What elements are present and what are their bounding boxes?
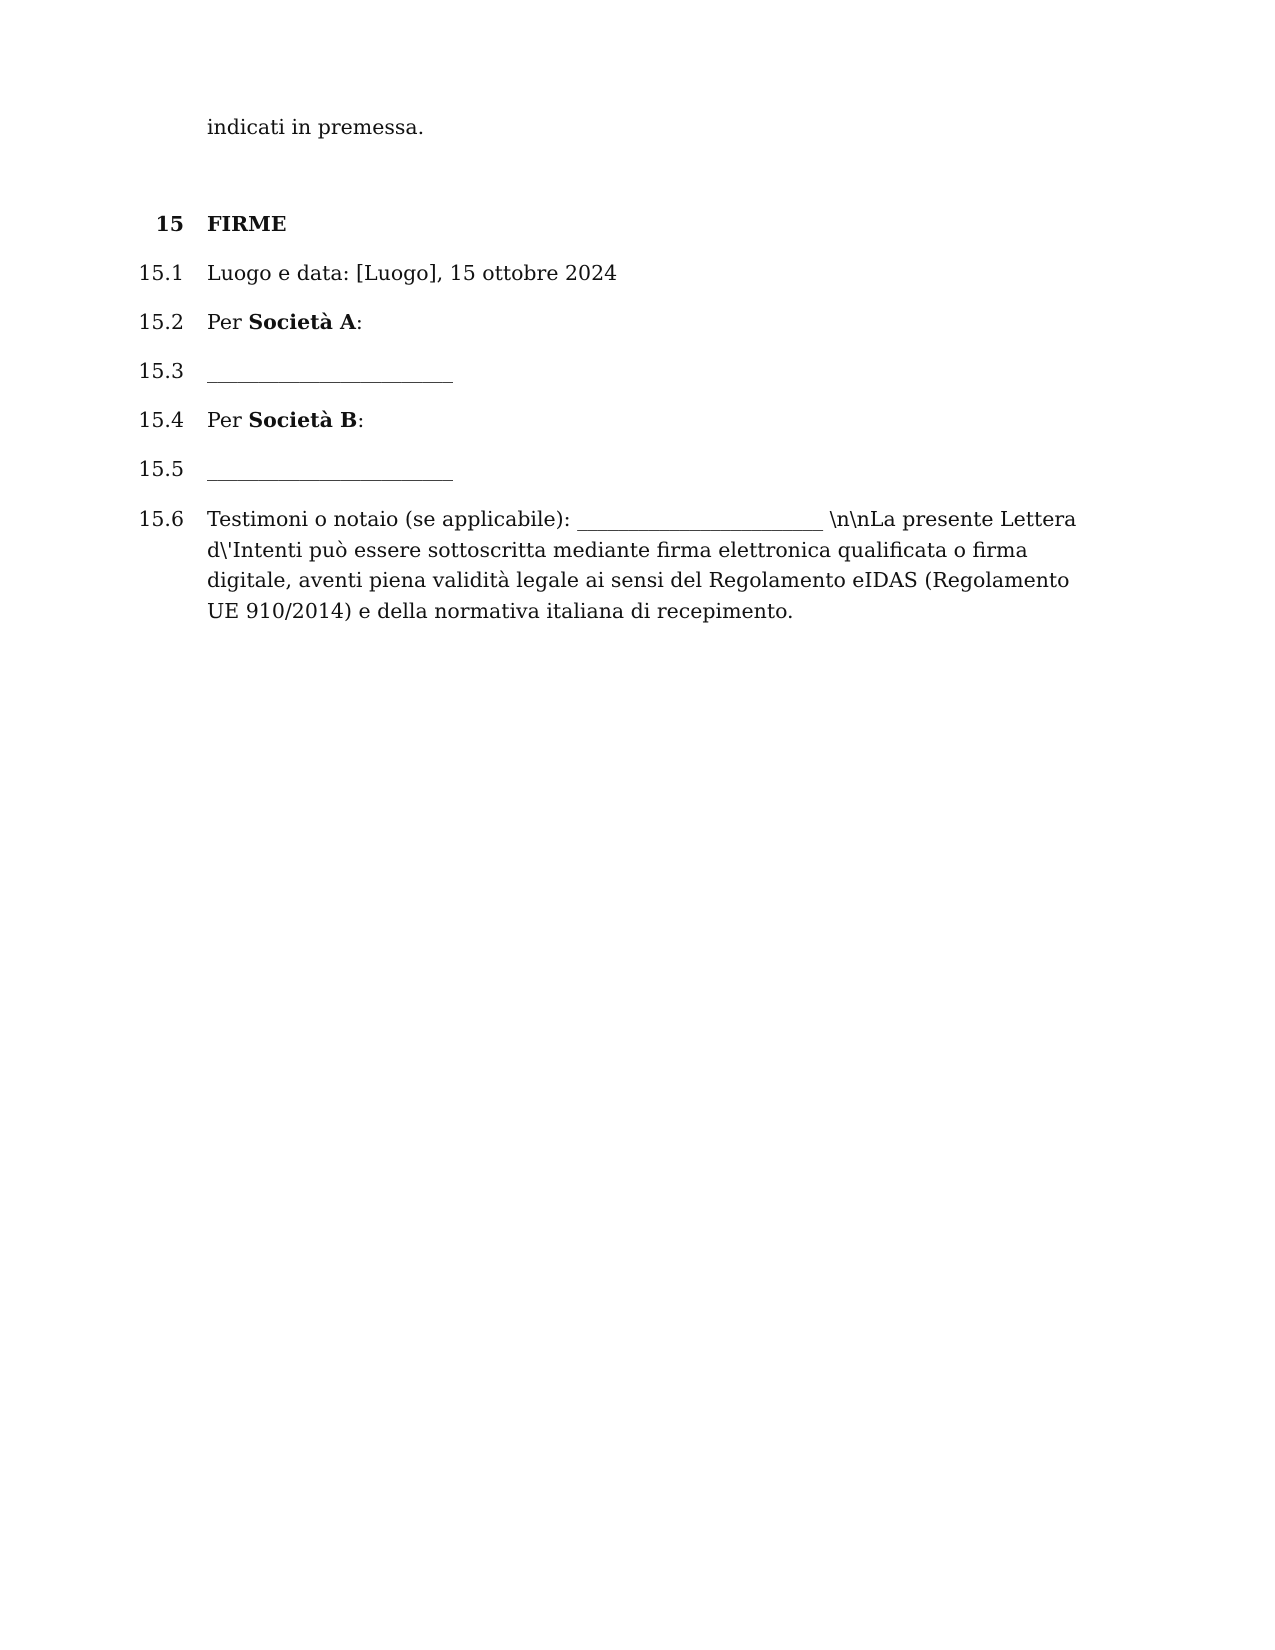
section-number: 15 [155,212,184,236]
clause-number: 15.1 [138,261,184,285]
clause-body-text: \n\nLa presente Lettera d\'Intenti può essere sottoscritta mediante firma elettronica qualificata o firma digitale, aventi piena validità legale ai sensi del Regolamento eIDAS (Regolamento UE 910/2014) e della normativa italiana di recepimento. [207,507,1077,623]
clause-suffix: : [355,310,363,334]
signature-line-a [207,356,1132,387]
clause-suffix: : [357,408,365,432]
clause-party-b [207,405,1132,436]
clause-number: 15.6 [138,507,184,531]
clause-number: 15.5 [138,457,184,481]
party-a-name: Società A [248,310,356,334]
signature-line-b [207,454,1132,485]
clause-witnesses [207,504,1087,626]
clause-place-date: Luogo e data: [Luogo], 15 ottobre 2024 [207,261,618,285]
witness-underline: ________________________ [577,507,824,531]
party-b-name: Società B [248,408,358,432]
clause-number: 15.3 [138,359,184,383]
signature-underline: ________________________ [207,457,453,481]
clause-prefix: Testimoni o notaio (se applicabile): [207,507,578,531]
clause-prefix: Per [207,310,249,334]
intro-text: indicati in premessa. [207,115,425,139]
clause-party-a [207,307,1132,338]
clause-number: 15.4 [138,408,184,432]
clause-number: 15.2 [138,310,184,334]
section-title: FIRME [207,212,287,236]
signature-underline: ________________________ [207,359,453,383]
clause-prefix: Per [207,408,249,432]
